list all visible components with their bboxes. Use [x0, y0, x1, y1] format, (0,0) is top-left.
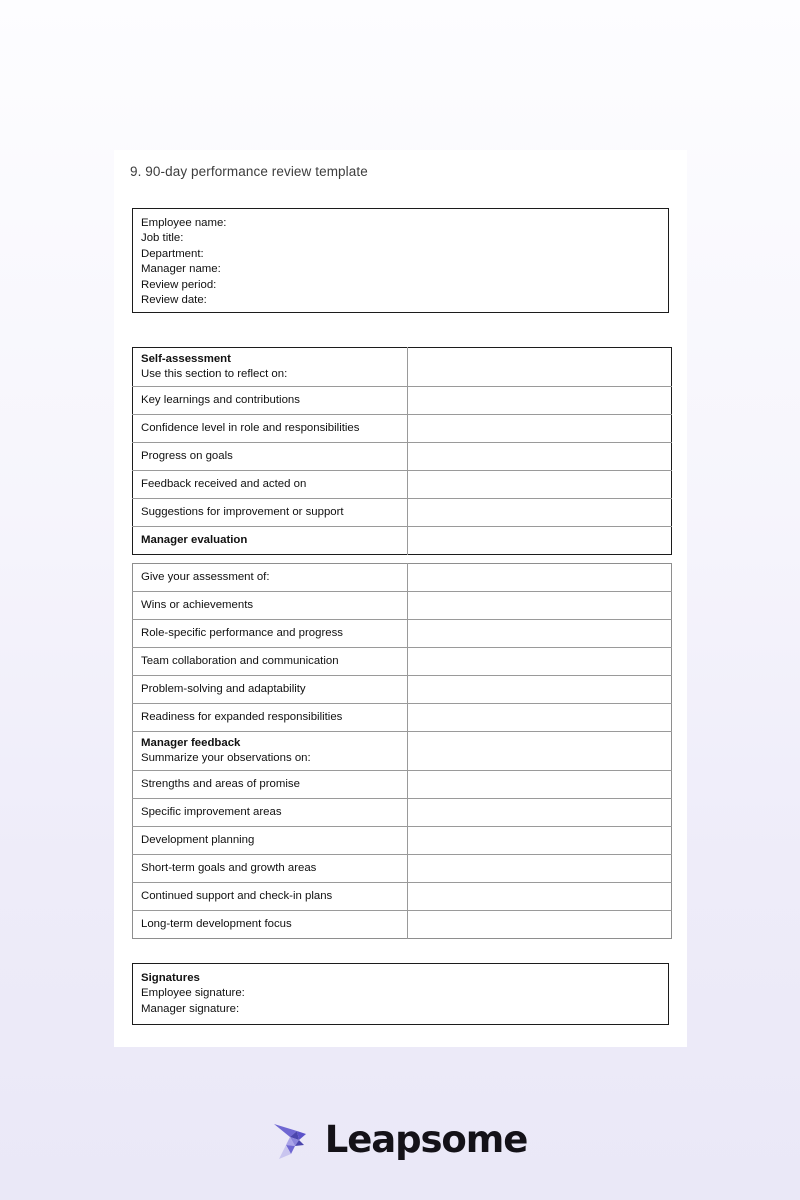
row-answer-cell[interactable]: [408, 855, 672, 883]
row-answer-cell[interactable]: [408, 799, 672, 827]
table-row: [133, 771, 672, 799]
row-answer-cell[interactable]: [408, 592, 672, 620]
row-answer-cell[interactable]: [408, 348, 672, 387]
row-label-text: Feedback received and acted on: [141, 477, 307, 490]
row-label-text: Confidence level in role and responsibilities: [141, 421, 360, 434]
row-answer-cell[interactable]: [408, 676, 672, 704]
row-answer-cell[interactable]: [408, 827, 672, 855]
row-label-cell: [133, 415, 408, 443]
identity-line-job-title: Job title:: [141, 232, 184, 245]
signature-line-manager: Manager signature:: [141, 1002, 240, 1015]
row-answer-cell[interactable]: [408, 911, 672, 939]
signatures-box-content: [133, 964, 668, 1024]
row-label-text: Short-term goals and growth areas: [141, 861, 317, 874]
self-assessment-table-body: [133, 348, 672, 555]
row-label-cell: [133, 827, 408, 855]
identity-line-department: Department:: [141, 247, 204, 260]
manager-evaluation-table: [132, 563, 672, 939]
table-row: [133, 732, 672, 771]
table-row: [133, 799, 672, 827]
row-label-text: Team collaboration and communication: [141, 654, 339, 667]
row-label-cell: [133, 592, 408, 620]
table-row: [133, 883, 672, 911]
table-row: [133, 592, 672, 620]
row-answer-cell[interactable]: [408, 387, 672, 415]
row-label-cell: [133, 676, 408, 704]
row-answer-cell[interactable]: [408, 883, 672, 911]
row-answer-cell[interactable]: [408, 771, 672, 799]
row-label-text: Continued support and check-in plans: [141, 889, 333, 902]
row-answer-cell[interactable]: [408, 443, 672, 471]
table-row: [133, 855, 672, 883]
row-heading: Self-assessment: [141, 352, 231, 365]
table-row: [133, 704, 672, 732]
row-label-cell: [133, 799, 408, 827]
row-label-cell: [133, 443, 408, 471]
leapsome-origami-bird-icon: [273, 1118, 311, 1160]
row-label-text: Summarize your observations on:: [141, 752, 311, 764]
row-answer-cell[interactable]: [408, 648, 672, 676]
row-answer-cell[interactable]: [408, 620, 672, 648]
row-label-text: Long-term development focus: [141, 917, 292, 930]
footer-brand: [0, 1118, 800, 1160]
self-assessment-table: [132, 347, 672, 555]
identity-line-review-period: Review period:: [141, 278, 217, 291]
employee-identity-box: [132, 208, 669, 313]
row-answer-cell[interactable]: [408, 415, 672, 443]
table-row: [133, 387, 672, 415]
row-label-text: Readiness for expanded responsibilities: [141, 710, 343, 723]
identity-line-manager-name: Manager name:: [141, 263, 221, 276]
row-label-cell: [133, 855, 408, 883]
row-label-cell: [133, 527, 408, 555]
row-answer-cell[interactable]: [408, 527, 672, 555]
table-row: [133, 527, 672, 555]
row-label-cell: [133, 648, 408, 676]
row-label-text: Use this section to reflect on:: [141, 368, 288, 380]
signatures-box: [132, 963, 669, 1025]
row-label-cell: [133, 620, 408, 648]
row-label-cell: [133, 704, 408, 732]
row-label-text: Suggestions for improvement or support: [141, 505, 344, 518]
row-answer-cell[interactable]: [408, 499, 672, 527]
row-label-text: Specific improvement areas: [141, 805, 282, 818]
table-row: [133, 911, 672, 939]
row-answer-cell[interactable]: [408, 732, 672, 771]
identity-line-review-date: Review date:: [141, 294, 207, 307]
row-label-text: Key learnings and contributions: [141, 393, 300, 406]
row-heading: Manager evaluation: [141, 533, 248, 546]
row-label-cell: [133, 387, 408, 415]
signatures-heading: Signatures: [141, 972, 200, 984]
row-label-cell: [133, 732, 408, 771]
row-heading: Manager feedback: [141, 736, 241, 749]
identity-line-employee-name: Employee name:: [141, 217, 227, 229]
row-label-cell: [133, 499, 408, 527]
manager-evaluation-table-body: [133, 564, 672, 939]
signature-line-employee: Employee signature:: [141, 987, 245, 1000]
row-label-text: Development planning: [141, 833, 255, 846]
row-label-cell: [133, 883, 408, 911]
row-label-cell: [133, 911, 408, 939]
row-answer-cell[interactable]: [408, 471, 672, 499]
table-row: [133, 620, 672, 648]
identity-box-content: [133, 209, 668, 315]
row-answer-cell[interactable]: [408, 704, 672, 732]
row-label-text: Strengths and areas of promise: [141, 777, 300, 790]
row-label-cell: [133, 348, 408, 387]
table-row: [133, 564, 672, 592]
document-card: [114, 150, 687, 1047]
table-row: [133, 415, 672, 443]
page-title: 9. 90-day performance review template: [130, 164, 368, 179]
leapsome-wordmark: Leapsome: [324, 1117, 528, 1161]
row-label-cell: [133, 471, 408, 499]
row-label-cell: [133, 771, 408, 799]
row-answer-cell[interactable]: [408, 564, 672, 592]
table-row: [133, 676, 672, 704]
row-label-text: Give your assessment of:: [141, 570, 270, 583]
table-row: [133, 443, 672, 471]
row-label-cell: [133, 564, 408, 592]
row-label-text: Role-specific performance and progress: [141, 626, 343, 639]
table-row: [133, 827, 672, 855]
table-row: [133, 648, 672, 676]
row-label-text: Wins or achievements: [141, 598, 254, 611]
table-row: [133, 499, 672, 527]
table-row: [133, 471, 672, 499]
table-row: [133, 348, 672, 387]
row-label-text: Problem-solving and adaptability: [141, 682, 306, 695]
row-label-text: Progress on goals: [141, 449, 233, 462]
